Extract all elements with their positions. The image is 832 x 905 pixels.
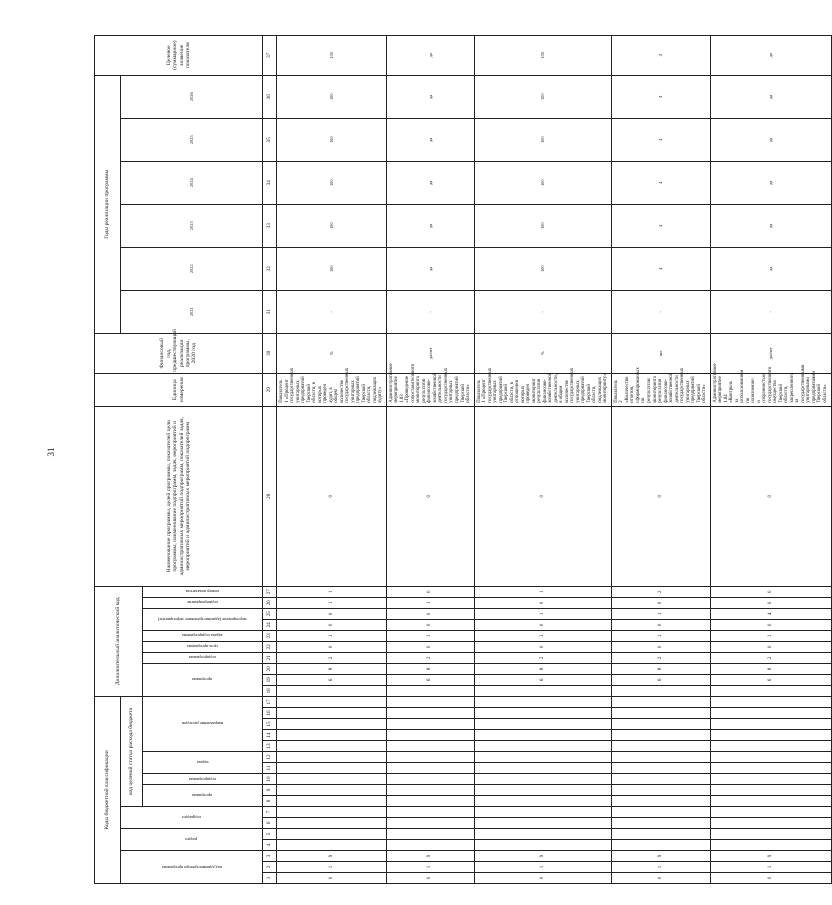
code-digit: 0 (474, 597, 611, 608)
column-number: 18 (263, 685, 277, 696)
table-row (611, 35, 710, 883)
code-digit: 0 (386, 586, 474, 597)
year-value: 100 (474, 247, 611, 290)
code-digit: 1 (277, 586, 387, 597)
code-digit (474, 696, 611, 707)
column-number: 32 (263, 247, 277, 290)
code-digit (474, 741, 611, 752)
code-digit (386, 840, 474, 851)
code-digit (474, 785, 611, 796)
code-digit (710, 796, 831, 807)
code-digit (474, 829, 611, 840)
row-base-value: - (710, 290, 831, 333)
analytic-task-label: задача подпрограммы (182, 633, 223, 639)
code-digit: 0 (474, 406, 611, 586)
code-digit: 0 (386, 608, 474, 619)
column-number: 23 (263, 630, 277, 641)
code-digit: 1 (474, 630, 611, 641)
code-digit (611, 840, 710, 851)
base-year-header: Финансовый год, предшествующий реализации программы, 2020 год (95, 333, 263, 373)
column-number: 22 (263, 641, 277, 652)
column-number: 4 (263, 840, 277, 851)
code-digit: 0 (474, 873, 611, 884)
year-value: 4 (611, 247, 710, 290)
code-digit: 2 (611, 586, 710, 597)
code-digit (710, 730, 831, 741)
budget-codes-header: Коды бюджетной классификации (95, 696, 121, 883)
column-number: 16 (263, 708, 277, 719)
code-digit: 0 (611, 873, 710, 884)
section-label: раздел (185, 837, 198, 843)
code-digit (386, 763, 474, 774)
code-digit (474, 774, 611, 785)
code-digit: 8 (277, 663, 387, 674)
year-value: 4 (611, 35, 710, 75)
year-value: 100 (277, 204, 387, 247)
column-number: 7 (263, 807, 277, 818)
year-2023-header: 2023 (121, 204, 263, 247)
code-digit (386, 796, 474, 807)
code-digit: 0 (710, 873, 831, 884)
year-value: да (710, 247, 831, 290)
section-header (121, 829, 263, 851)
column-number: 9 (263, 785, 277, 796)
code-digit (611, 774, 710, 785)
code-digit (474, 818, 611, 829)
code-digit: 2 (611, 652, 710, 663)
year-2025-header: 2025 (121, 118, 263, 161)
code-digit (386, 719, 474, 730)
task-code-header (143, 752, 263, 774)
code-digit (386, 685, 474, 696)
analytic-program-label: программа (192, 677, 213, 683)
row-base-value: - (277, 290, 387, 333)
code-digit (611, 818, 710, 829)
code-digit: 9 (386, 851, 474, 862)
code-digit: 0 (386, 619, 474, 630)
code-digit (611, 796, 710, 807)
final-value-header: Целевое (суммарное) значение показателя (95, 35, 263, 75)
year-value: да (710, 35, 831, 75)
year-value: да (710, 161, 831, 204)
code-digit (611, 719, 710, 730)
column-number: 26 (263, 597, 277, 608)
code-digit: 8 (710, 663, 831, 674)
code-digit (474, 840, 611, 851)
analytic-task-header (143, 630, 263, 641)
code-digit: 1 (277, 630, 387, 641)
code-digit: 2 (386, 652, 474, 663)
code-digit (710, 774, 831, 785)
code-digit (277, 719, 387, 730)
code-digit: 0 (710, 406, 831, 586)
page-number: 31 (46, 447, 56, 457)
year-value: да (710, 118, 831, 161)
year-value: 100 (474, 204, 611, 247)
column-number: 29 (263, 373, 277, 406)
column-number: 11 (263, 763, 277, 774)
expense-code-header: код целевой статьи расхода бюджета (121, 696, 143, 806)
code-digit: 6 (474, 674, 611, 685)
column-number: 33 (263, 204, 277, 247)
code-digit (386, 785, 474, 796)
code-digit (611, 741, 710, 752)
code-digit (386, 741, 474, 752)
code-digit: 1 (277, 597, 387, 608)
code-digit: 1 (611, 862, 710, 873)
analytic-subprogram-header (143, 652, 263, 663)
row-base-value: - (386, 290, 474, 333)
year-value: 100 (277, 118, 387, 161)
year-2026-header: 2026 (121, 75, 263, 118)
code-digit (474, 730, 611, 741)
unit-header: Единица измерения (95, 373, 263, 406)
program-code-header (143, 785, 263, 807)
column-number: 17 (263, 696, 277, 707)
code-digit: 6 (277, 674, 387, 685)
code-digit: 4 (710, 608, 831, 619)
analytic-measure-label: мероприятие (административное мероприятие) (158, 616, 247, 622)
table-body (277, 35, 832, 883)
analytic-goal-header (143, 641, 263, 652)
program-code-label: программа (192, 793, 213, 799)
row-name: Показатель 2 «Количество отчетов, сформированных по результатам мониторинга результатов финансово-хозяйственной деятельности государственных унитарных предприятий Тверской области» (611, 373, 710, 406)
column-number: 34 (263, 161, 277, 204)
code-digit: 0 (474, 619, 611, 630)
year-value: да (386, 118, 474, 161)
column-number: 35 (263, 118, 277, 161)
code-digit (386, 752, 474, 763)
column-number: 21 (263, 652, 277, 663)
code-digit (474, 685, 611, 696)
year-value: 4 (611, 118, 710, 161)
year-value: да (386, 161, 474, 204)
direction-code-header (143, 696, 263, 751)
year-value: да (386, 75, 474, 118)
code-digit (277, 730, 387, 741)
year-value: 100 (474, 75, 611, 118)
code-digit (474, 796, 611, 807)
analytic-goal-label: цель программы (187, 644, 218, 650)
code-digit (277, 708, 387, 719)
column-number: 20 (263, 663, 277, 674)
admin-code-header (121, 851, 263, 884)
column-number: 3 (263, 851, 277, 862)
code-digit (277, 785, 387, 796)
column-number: 27 (263, 586, 277, 597)
code-digit (611, 807, 710, 818)
code-digit: 9 (710, 851, 831, 862)
year-value: да (710, 204, 831, 247)
table-sheet (94, 36, 828, 884)
year-value: 100 (474, 161, 611, 204)
code-digit (710, 840, 831, 851)
column-number: 31 (263, 290, 277, 333)
column-number: 28 (263, 406, 277, 586)
code-digit (611, 785, 710, 796)
row-name: Показатель 1 «Процент государственных унитарных предприятий Тверской области, в отношении которых проведен мониторинг результатов финансово-хозяйственной деятельности, в общем количестве государственных унитарных предприятий Тверской области, подлежащих мониторингу» (474, 373, 611, 406)
code-digit (710, 763, 831, 774)
column-number: 30 (263, 333, 277, 373)
year-value: 100 (277, 35, 387, 75)
column-number: 6 (263, 818, 277, 829)
subprogram-code-label: подпрограмма (189, 776, 216, 782)
code-digit: 1 (474, 862, 611, 873)
code-digit: 0 (710, 597, 831, 608)
column-number: 13 (263, 741, 277, 752)
code-digit: 6 (710, 674, 831, 685)
code-digit (474, 752, 611, 763)
code-digit (710, 829, 831, 840)
year-value: да (386, 247, 474, 290)
code-digit: 0 (474, 641, 611, 652)
code-digit (277, 818, 387, 829)
row-unit: да/нет (710, 333, 831, 373)
code-digit: 0 (277, 641, 387, 652)
code-digit: 0 (386, 873, 474, 884)
code-digit (386, 730, 474, 741)
code-digit: 9 (474, 851, 611, 862)
code-digit (611, 708, 710, 719)
analytic-sub-measure-label: подмероприятие (187, 600, 218, 606)
code-digit: 0 (710, 619, 831, 630)
column-number: 15 (263, 719, 277, 730)
code-digit: 0 (611, 641, 710, 652)
subsection-label: подраздел (182, 815, 201, 821)
year-value: 100 (474, 35, 611, 75)
years-group-header: Годы реализации программы (95, 75, 121, 333)
program-indicators-table (94, 35, 832, 884)
code-digit: 2 (277, 652, 387, 663)
column-number: 36 (263, 75, 277, 118)
code-digit: 0 (611, 597, 710, 608)
code-digit (710, 696, 831, 707)
code-digit: 8 (386, 663, 474, 674)
table-row (474, 35, 611, 883)
code-digit (277, 752, 387, 763)
code-digit (710, 741, 831, 752)
row-base-value: - (611, 290, 710, 333)
table-row (386, 35, 474, 883)
code-digit: 2 (710, 652, 831, 663)
code-digit: 0 (386, 641, 474, 652)
code-digit (277, 796, 387, 807)
analytic-sub-measure-header (143, 597, 263, 608)
code-digit: 6 (386, 674, 474, 685)
table-row (277, 35, 387, 883)
row-name: Показатель 1 «Процент государственных унитарных предприятий Тверской области, в которых проведен аудит, в общем количестве государственных унитарных предприятий Тверской области, подлежащих аудиту» (277, 373, 387, 406)
year-2022-header: 2022 (121, 247, 263, 290)
column-number: 2 (263, 862, 277, 873)
column-number: 12 (263, 752, 277, 763)
year-value: да (386, 35, 474, 75)
code-digit: 1 (474, 608, 611, 619)
code-digit (710, 685, 831, 696)
row-unit: % (474, 333, 611, 373)
year-2021-header: 2021 (121, 290, 263, 333)
code-digit: 0 (611, 406, 710, 586)
code-digit (710, 719, 831, 730)
year-value: 4 (611, 204, 710, 247)
rotated-table-wrapper (94, 36, 828, 884)
code-digit (386, 708, 474, 719)
code-digit: 9 (277, 851, 387, 862)
code-digit (710, 807, 831, 818)
code-digit (386, 696, 474, 707)
analytic-subprogram-label: подпрограмма (189, 655, 216, 661)
code-digit: 2 (474, 652, 611, 663)
code-digit: 1 (386, 630, 474, 641)
analytic-program-header (143, 663, 263, 696)
code-digit (474, 708, 611, 719)
year-value: 4 (611, 75, 710, 118)
code-digit: 0 (386, 406, 474, 586)
direction-code-label: направление расходов (181, 721, 224, 727)
column-number: 14 (263, 730, 277, 741)
subsection-header (121, 807, 263, 829)
column-number: 10 (263, 774, 277, 785)
year-value: да (710, 75, 831, 118)
code-digit: 6 (611, 674, 710, 685)
row-unit: да/нет (386, 333, 474, 373)
code-digit: 1 (611, 608, 710, 619)
code-digit: 0 (277, 608, 387, 619)
code-digit: 8 (611, 663, 710, 674)
analytic-indicator-label: номер показателя (186, 589, 219, 595)
code-digit (474, 719, 611, 730)
code-digit: 0 (277, 619, 387, 630)
code-digit (611, 763, 710, 774)
admin-code-label: код администратора программы (161, 864, 222, 870)
code-digit: 9 (611, 851, 710, 862)
code-digit (277, 807, 387, 818)
code-digit: 0 (710, 641, 831, 652)
column-number: 25 (263, 608, 277, 619)
year-value: да (386, 204, 474, 247)
analytic-measure-header (143, 608, 263, 630)
code-digit (710, 708, 831, 719)
year-value: 100 (277, 75, 387, 118)
year-value: 100 (277, 247, 387, 290)
year-value: 4 (611, 161, 710, 204)
row-base-value: - (474, 290, 611, 333)
code-digit (277, 685, 387, 696)
row-unit: шт. (611, 333, 710, 373)
code-digit (386, 807, 474, 818)
code-digit (611, 730, 710, 741)
code-digit (386, 774, 474, 785)
code-digit (611, 829, 710, 840)
name-header: Наименование программы, целей программы, показателей цели программы, наименование подпрограмм, задач, мероприятий и административных мероприятий подпрограмм, показателей задач, мероприятий и административных мероприятий подпрограмм (95, 406, 263, 586)
code-digit: 1 (611, 630, 710, 641)
subprogram-code-header (143, 774, 263, 785)
code-digit: 1 (386, 597, 474, 608)
row-unit: % (277, 333, 387, 373)
code-digit (277, 774, 387, 785)
code-digit (710, 785, 831, 796)
column-number: 1 (263, 873, 277, 884)
code-digit (277, 741, 387, 752)
code-digit (710, 818, 831, 829)
code-digit: 8 (474, 663, 611, 674)
row-name: Административное мероприятие 1.04 «Контроль за использованием по назначению и сохранностью государственного имущества Тверской области, закрепленного за государственными унитарными предприятиями Тверской области» (710, 373, 831, 406)
code-digit: 1 (277, 862, 387, 873)
code-digit (277, 840, 387, 851)
table-header (95, 35, 277, 883)
code-digit (386, 818, 474, 829)
code-digit (710, 752, 831, 763)
analytic-indicator-header (143, 586, 263, 597)
column-number: 37 (263, 35, 277, 75)
task-code-label: задача (196, 760, 209, 766)
code-digit: 1 (710, 630, 831, 641)
column-number: 19 (263, 674, 277, 685)
table-row (710, 35, 831, 883)
code-digit (474, 763, 611, 774)
year-value: 100 (277, 161, 387, 204)
code-digit (386, 829, 474, 840)
year-value: 100 (474, 118, 611, 161)
year-2024-header: 2024 (121, 161, 263, 204)
code-digit: 1 (386, 862, 474, 873)
code-digit: 0 (277, 873, 387, 884)
code-digit (611, 685, 710, 696)
column-number: 24 (263, 619, 277, 630)
code-digit (474, 807, 611, 818)
code-digit: 0 (277, 406, 387, 586)
code-digit (277, 829, 387, 840)
code-digit (277, 763, 387, 774)
column-number: 8 (263, 796, 277, 807)
code-digit (277, 696, 387, 707)
code-digit: 0 (611, 619, 710, 630)
code-digit (611, 696, 710, 707)
code-digit: 1 (710, 862, 831, 873)
code-digit: 0 (710, 586, 831, 597)
column-number: 5 (263, 829, 277, 840)
row-name: Административное мероприятие 1.03 «Проведение сопоставительного мониторинга результатов финансово-хозяйственной деятельности государственных унитарных предприятий Тверской области» (386, 373, 474, 406)
code-digit (611, 752, 710, 763)
column-numbers-row (263, 35, 277, 883)
analytic-code-header: Дополнительный аналитический код (95, 586, 143, 696)
code-digit: 1 (474, 586, 611, 597)
